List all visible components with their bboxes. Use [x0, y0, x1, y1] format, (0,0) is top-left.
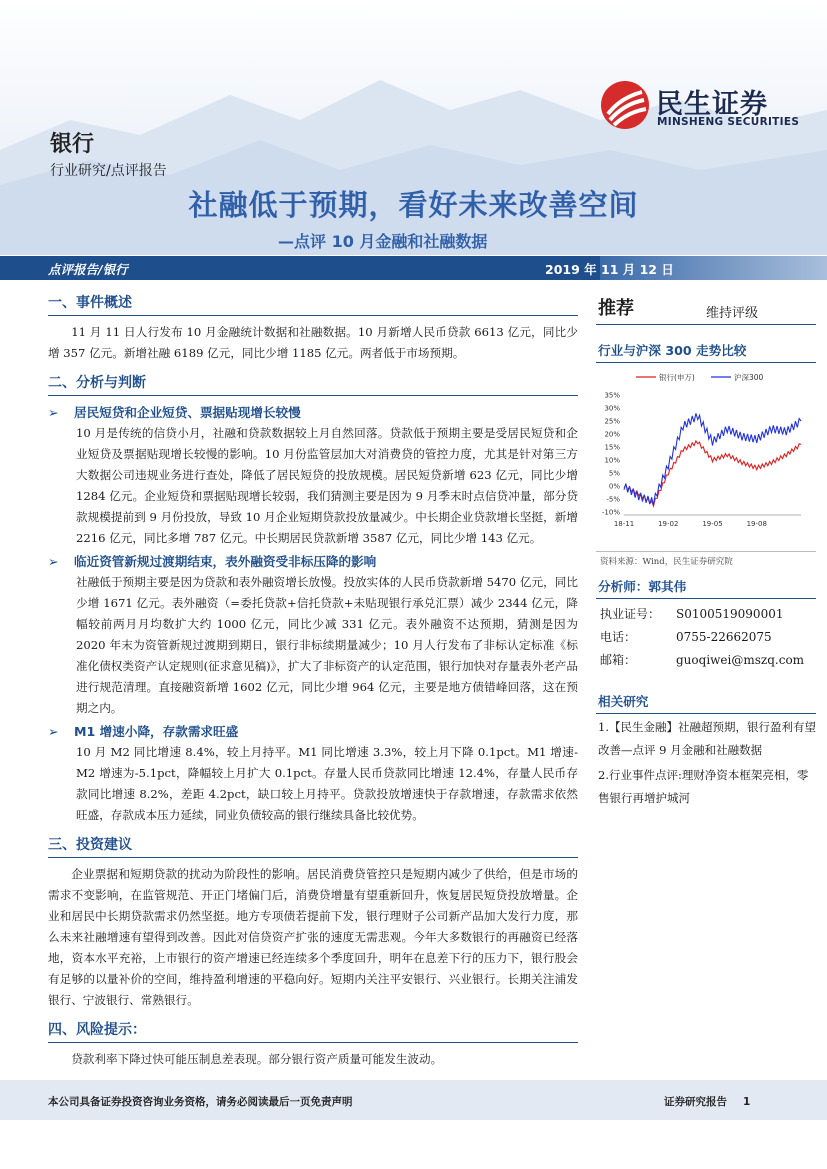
email-label: 邮箱： — [600, 653, 637, 667]
chart-series — [624, 413, 801, 506]
chart-source: 资料来源：Wind，民生证券研究院 — [596, 551, 816, 567]
section-title-event: 一、事件概述 — [48, 292, 578, 316]
series-line-1 — [624, 441, 801, 506]
section-title-investment: 三、投资建议 — [48, 834, 578, 858]
y-tick-label: 20% — [604, 430, 620, 439]
subheading-1 — [48, 402, 578, 421]
main-content — [48, 292, 578, 1070]
subheading-3-text: M1 增速小降，存款需求旺盛 — [74, 724, 239, 739]
report-title: 社融低于预期，看好未来改善空间 — [188, 188, 639, 222]
paragraph-event: 11 月 11 日人行发布 10 月金融统计数据和社融数据。10 月新增人民币贷款 6613 亿元，同比少增 357 亿元。新增社融 6189 亿元，同比少增 1185 亿元。两者低于市场预期。 — [48, 325, 578, 360]
logo-chinese-name: 民生证券 — [656, 89, 768, 120]
company-logo — [600, 78, 800, 138]
y-tick-label: 35% — [604, 391, 620, 400]
y-tick-label: -10% — [601, 508, 620, 517]
section-title-risk: 四、风险提示： — [48, 1019, 578, 1043]
rating-row — [596, 292, 816, 325]
subheading-3 — [48, 721, 578, 740]
cert-row — [600, 603, 816, 626]
y-tick-label: 0% — [608, 482, 620, 491]
phone-label: 电话： — [600, 630, 637, 644]
industry-label: 银行 — [50, 132, 95, 157]
phone-value: 0755-22662075 — [676, 630, 772, 644]
paragraph-analysis-3: 10 月 M2 同比增速 8.4%，较上月持平。M1 同比增速 3.3%，较上月下降 0.1pct。M1 增速-M2 增速为-5.1pct，降幅较上月扩大 0.1pct。存量人民币贷款同比增速 12.4%，存量人民币存款同比增速 8.2%，差距 4.2pct，缺口较上月持平。贷款投放增速快于存款增速，存款需求依然旺盛，存款成本压力延续，同业负债较高的银行继续具备比较优势。 — [76, 745, 578, 822]
email-link[interactable]: guoqiwei@mszq.com — [676, 653, 805, 667]
rating-status: 维持评级 — [706, 306, 759, 321]
arrow-icon: ➢ — [48, 554, 59, 569]
page-number: 1 — [743, 1096, 751, 1108]
report-category: 点评报告/银行 — [48, 262, 128, 277]
paragraph-analysis-2: 社融低于预期主要是因为贷款和表外融资增长放慢。投放实体的人民币贷款新增 5470 亿元，同比少增 1671 亿元。表外融资（=委托贷款+信托贷款+未贴现银行承兑汇票）减少 2344 亿元，降幅较前两月月均数扩大约 1000 亿元，同比少减 331 亿元。表外融资不达预期，猜测是因为 2020 年末为资管新规过渡期到期日，银行非标续期量减少；10 月人行发布了非标认定标准《标准化债权类资产认定规则(征求意见稿)》，扩大了非标资产的认定范围，银行加快对存量表外老产品进行规范清理。直接融资新增 1602 亿元，同比少增 964 亿元，主要是地方债错峰回落，这在预期之内。 — [76, 575, 578, 715]
phone-row — [600, 626, 816, 649]
analyst-heading: 分析师：郭其伟 — [596, 573, 816, 599]
paragraph-investment: 企业票据和短期贷款的扰动为阶段性的影响。居民消费贷管控只是短期内减少了供给，但是市场的需求不变影响，在监管规范、开正门堵偏门后，消费贷增量有望重新回升，恢复居民短贷投放增量。企业和居民中长期贷款需求仍然坚挺。地方专项债若提前下发，银行理财子公司新产品加大发行力度，那么未来社融增速有望得到改善。因此对信贷资产扩张的速度无需悲观。今年大多数银行的再融资已经落地，资本水平充裕，上市银行的资产增速已经连续多个季度回升，明年在息差下行的压力下，银行股会有足够的以量补价的空间，维持盈利增速的平稳向好。短期内关注平安银行、兴业银行。长期关注浦发银行、宁波银行、常熟银行。 — [48, 867, 578, 1007]
y-tick-label: 5% — [608, 469, 620, 478]
subheading-2-text: 临近资管新规过渡期结束，表外融资受非标压降的影响 — [74, 554, 377, 569]
cert-value: S0100519090001 — [676, 607, 784, 621]
report-date: 2019 年 11 月 12 日 — [545, 262, 674, 277]
x-tick-label: 19-02 — [658, 520, 679, 528]
related-heading: 相关研究 — [596, 688, 816, 714]
paragraph-risk: 贷款利率下降过快可能压制息差表现。部分银行资产质量可能发生波动。 — [71, 1052, 443, 1066]
x-axis-ticks — [614, 520, 767, 528]
x-tick-label: 19-05 — [702, 520, 723, 528]
subheading-2 — [48, 551, 578, 570]
paragraph-analysis-1: 10 月是传统的信贷小月，社融和贷款数据较上月自然回落。贷款低于预期主要是受居民短贷和企业短贷及票据贴现增长较慢的影响。10 月份监管层加大对消费贷的管控力度，尤其是针对第三方大数据公司违规业务进行查处，降低了居民短贷的投放规模。居民短贷新增 623 亿元，同比少增 1284 亿元。企业短贷和票据贴现增长较弱，我们猜测主要是因为 9 月季末时点信贷冲量，部分贷款规模提前到 9 月份投放，导致 10 月企业短期贷款投放量减少。中长期企业贷款增长坚挺，新增 2216 亿元，同比多增 787 亿元。中长期居民贷款新增 3587 亿元，同比少增 143 亿元。 — [76, 426, 578, 545]
subheading-1-text: 居民短贷和企业短贷、票据贴现增长较慢 — [74, 405, 301, 420]
y-tick-label: 30% — [604, 404, 620, 413]
performance-chart — [596, 367, 816, 537]
related-item-2[interactable]: 2.行业事件点评:理财净资本框架亮相，零售银行再增护城河 — [598, 768, 809, 805]
logo-english-name: MINSHENG SECURITIES — [657, 116, 800, 128]
footer-label: 证券研究报告 — [664, 1096, 727, 1108]
legend-label: 银行(申万) — [659, 373, 695, 382]
email-row — [600, 649, 816, 672]
sidebar — [596, 292, 816, 810]
report-type: 行业研究/点评报告 — [50, 163, 167, 179]
report-subtitle: —点评 10 月金融和社融数据 — [278, 232, 488, 251]
y-axis-ticks — [602, 392, 620, 517]
footer-right — [664, 1094, 750, 1109]
cert-label: 执业证号： — [600, 607, 661, 621]
y-tick-label: 10% — [604, 456, 620, 465]
recommendation: 推荐 — [598, 298, 634, 319]
footer-disclaimer: 本公司具备证券投资咨询业务资格，请务必阅读最后一页免责声明 — [48, 1096, 353, 1108]
chart-heading: 行业与沪深 300 走势比较 — [596, 337, 816, 363]
section-title-analysis: 二、分析与判断 — [48, 372, 578, 396]
legend-label: 沪深300 — [734, 373, 764, 382]
arrow-icon: ➢ — [48, 405, 59, 420]
y-tick-label: -5% — [606, 495, 620, 504]
chart-legend — [636, 372, 764, 382]
y-tick-label: 15% — [604, 443, 620, 452]
x-tick-label: 18-11 — [613, 520, 635, 528]
arrow-icon: ➢ — [48, 724, 59, 739]
related-item-1[interactable]: 1.【民生金融】社融超预期，银行盈利有望改善—点评 9 月金融和社融数据 — [598, 720, 816, 757]
y-tick-label: 25% — [604, 417, 620, 426]
series-line-2 — [624, 413, 801, 505]
logo-mark-icon — [600, 80, 650, 130]
x-tick-label: 19-08 — [746, 520, 767, 528]
